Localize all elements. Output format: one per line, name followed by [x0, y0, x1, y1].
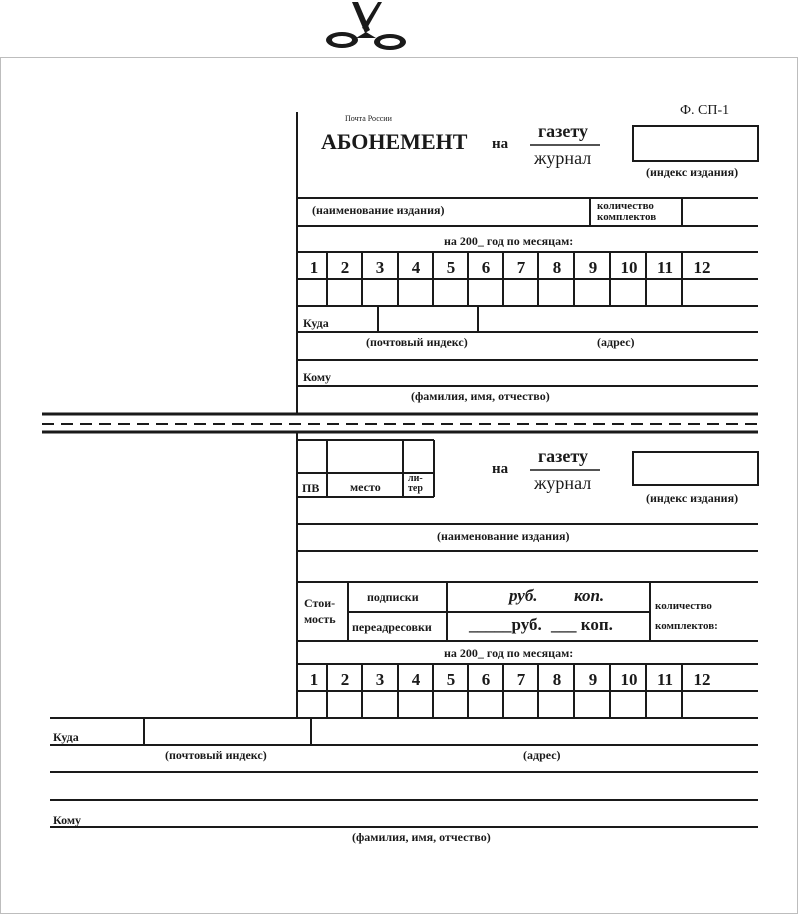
month-cell[interactable]: 9 — [588, 670, 598, 689]
bottom-edition-name-label: (наименование издания) — [437, 529, 570, 543]
bottom-index-label: (индекс издания) — [646, 491, 739, 505]
readdress-label: переадресовки — [352, 620, 432, 634]
where-label: Куда — [303, 316, 329, 330]
month-cell[interactable]: 9 — [588, 258, 598, 277]
address-label: (адрес) — [597, 335, 635, 349]
month-cell[interactable]: 3 — [375, 670, 385, 689]
year-months-label: на 200_ год по месяцам: — [444, 234, 574, 248]
month-cell[interactable]: 6 — [481, 670, 491, 689]
month-cell[interactable]: 11 — [656, 670, 674, 689]
bottom-option-magazine: журнал — [534, 473, 592, 493]
bottom-year-months-label: на 200_ год по месяцам: — [444, 646, 574, 660]
bottom-address-label: (адрес) — [523, 748, 561, 762]
kop-line: ___ коп. — [551, 615, 613, 634]
month-cell[interactable]: 4 — [411, 670, 421, 689]
month-cell[interactable]: 10 — [620, 258, 638, 277]
rub-italic: руб. — [509, 586, 538, 605]
month-cell[interactable]: 8 — [552, 670, 562, 689]
option-magazine: журнал — [534, 148, 592, 168]
post-brand: Почта России — [345, 114, 392, 123]
month-cell[interactable]: 7 — [516, 670, 526, 689]
bottom-full-name-label: (фамилия, имя, отчество) — [352, 830, 491, 844]
month-cell[interactable]: 6 — [481, 258, 491, 277]
month-cell[interactable]: 11 — [656, 258, 674, 277]
index-label: (индекс издания) — [646, 165, 739, 179]
bottom-option-newspaper: газету — [538, 446, 589, 466]
full-name-label: (фамилия, имя, отчество) — [411, 389, 550, 403]
form-title: АБОНЕМЕНТ — [321, 129, 468, 154]
month-cell[interactable]: 1 — [309, 670, 319, 689]
month-cell[interactable]: 2 — [340, 258, 350, 277]
title-on: на — [492, 136, 509, 152]
kop-italic: коп. — [574, 586, 605, 605]
bottom-index-input-box[interactable] — [632, 451, 759, 486]
month-cell[interactable]: 1 — [309, 258, 319, 277]
cost-label: Стои- мость — [304, 596, 336, 626]
month-cell[interactable]: 4 — [411, 258, 421, 277]
month-cell[interactable]: 12 — [693, 670, 711, 689]
bottom-postal-index-label: (почтовый индекс) — [165, 748, 267, 762]
month-cell[interactable]: 5 — [446, 670, 456, 689]
place-label: место — [350, 480, 381, 494]
edition-name-label: (наименование издания) — [312, 203, 445, 217]
pv-label: ПВ — [302, 481, 320, 495]
bottom-qty-label: количество комплектов: — [655, 600, 718, 632]
bottom-where-label: Куда — [53, 730, 79, 744]
index-input-box[interactable] — [632, 125, 759, 162]
qty-label: количество комплектов — [597, 200, 657, 223]
month-cell[interactable]: 3 — [375, 258, 385, 277]
bottom-on: на — [492, 461, 509, 477]
month-cell[interactable]: 8 — [552, 258, 562, 277]
month-cell[interactable]: 5 — [446, 258, 456, 277]
month-cell[interactable]: 7 — [516, 258, 526, 277]
option-newspaper: газету — [538, 121, 589, 141]
month-cell[interactable]: 12 — [693, 258, 711, 277]
month-cell[interactable]: 2 — [340, 670, 350, 689]
to-whom-label: Кому — [303, 370, 332, 384]
bottom-to-whom-label: Кому — [53, 813, 82, 827]
month-cell[interactable]: 10 — [620, 670, 638, 689]
liter-label: ли- тер — [408, 473, 423, 494]
form-code: Ф. СП-1 — [680, 103, 730, 118]
subscription-label: подписки — [367, 590, 419, 604]
postal-index-label: (почтовый индекс) — [366, 335, 468, 349]
rub-line: _____руб. — [469, 615, 542, 634]
